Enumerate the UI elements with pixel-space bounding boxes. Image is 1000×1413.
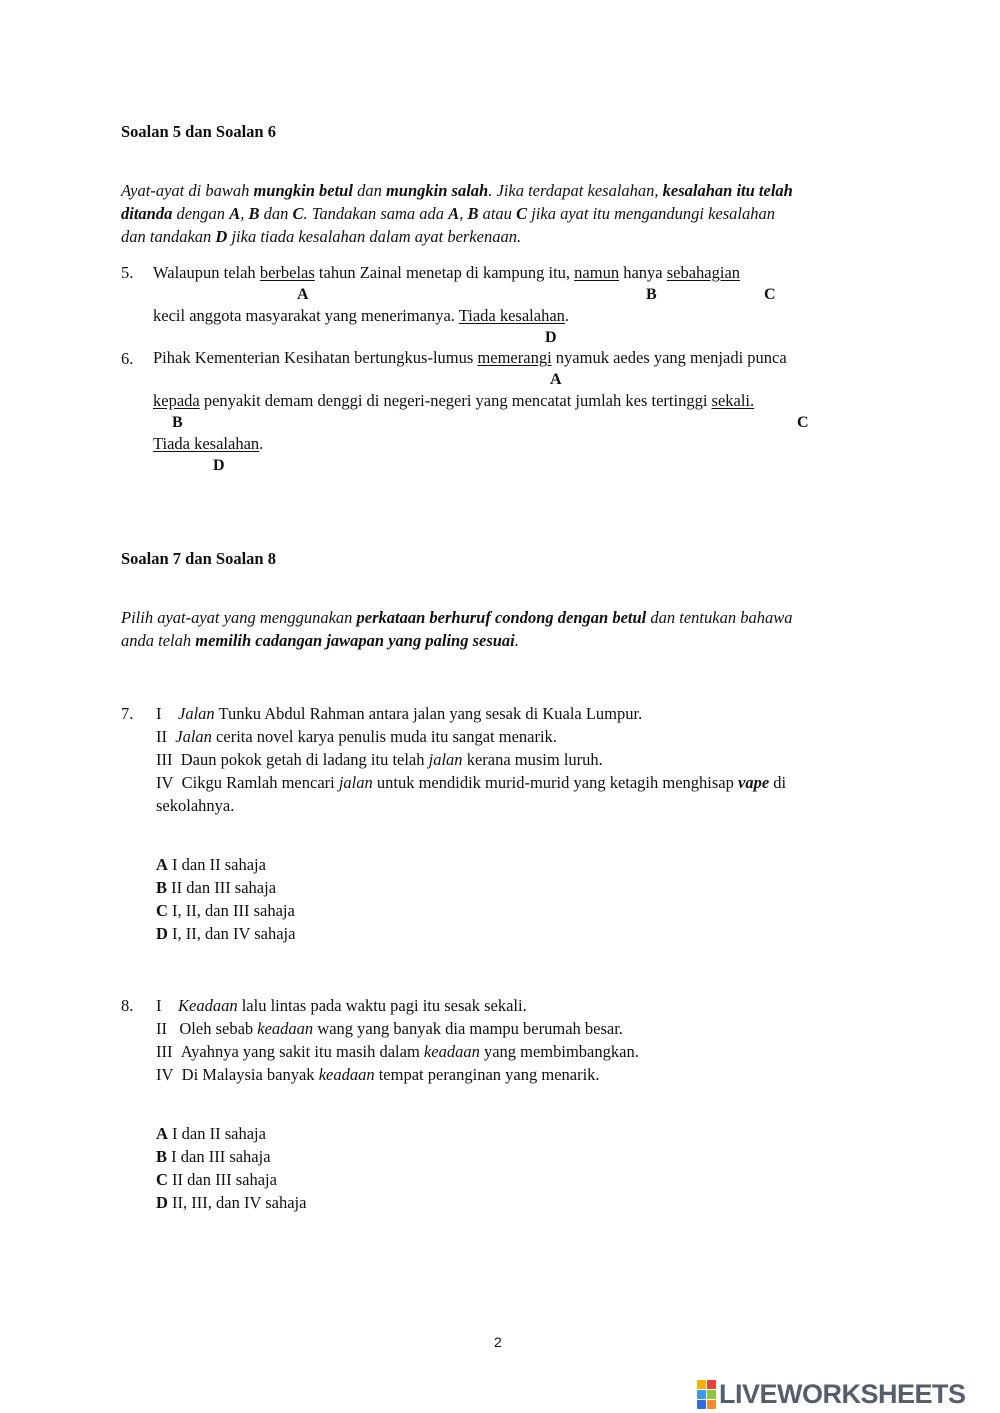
instruction2-line-2: anda telah memilih cadangan jawapan yang paling sesuai. xyxy=(121,631,519,650)
liveworksheets-logo-text: LIVEWORKSHEETS xyxy=(719,1378,966,1409)
q8-number: 8. xyxy=(121,996,134,1015)
q7-option-a[interactable]: A I dan II sahaja xyxy=(156,855,266,874)
q8-item-iii: III Ayahnya yang sakit itu masih dalam keadaan yang membimbangkan. xyxy=(156,1042,639,1061)
q5-label-b: B xyxy=(646,286,657,303)
q8-item-iv: IV Di Malaysia banyak keadaan tempat peranginan yang menarik. xyxy=(156,1065,600,1084)
q5-line-1: Walaupun telah berbelas tahun Zainal menetap di kampung itu, namun hanya sebahagian xyxy=(153,263,741,282)
q5-option-b-text: namun xyxy=(574,263,620,282)
q6-label-d: D xyxy=(213,457,225,474)
q8-option-a[interactable]: A I dan II sahaja xyxy=(156,1124,266,1143)
q8-item-ii: II Oleh sebab keadaan wang yang banyak dia mampu berumah besar. xyxy=(156,1019,623,1038)
q5-option-d-text: Tiada kesalahan xyxy=(458,306,565,325)
q7-number: 7. xyxy=(121,704,134,723)
section-title-5-6: Soalan 5 dan Soalan 6 xyxy=(121,122,276,141)
q6-label-c: C xyxy=(797,414,809,431)
q5-line-2: kecil anggota masyarakat yang menerimanya. Tiada kesalahan. xyxy=(153,306,570,325)
q8-item-i: I Keadaan lalu lintas pada waktu pagi itu sesak sekali. xyxy=(156,996,527,1015)
q6-option-b-text: kepada xyxy=(153,391,200,410)
q7-item-iv-cont: sekolahnya. xyxy=(156,796,235,815)
q7-option-c[interactable]: C I, II, dan III sahaja xyxy=(156,901,295,920)
q6-line-1: Pihak Kementerian Kesihatan bertungkus-lumus memerangi nyamuk aedes yang menjadi punca xyxy=(153,348,787,367)
section-title-7-8: Soalan 7 dan Soalan 8 xyxy=(121,549,276,568)
q7-item-ii: II Jalan cerita novel karya penulis muda itu sangat menarik. xyxy=(156,727,557,746)
q8-option-b[interactable]: B I dan III sahaja xyxy=(156,1147,271,1166)
q5-number: 5. xyxy=(121,263,134,282)
q5-option-a-text: berbelas xyxy=(259,263,315,282)
instruction-line-2: ditanda dengan A, B dan C. Tandakan sama ada A, B atau C jika ayat itu mengandungi kesalahan xyxy=(121,204,775,223)
q6-option-a-text: memerangi xyxy=(477,348,552,367)
instruction2-line-1: Pilih ayat-ayat yang menggunakan perkataan berhuruf condong dengan betul dan tentukan bahawa xyxy=(121,608,793,627)
q5-label-c: C xyxy=(764,286,776,303)
instruction-line-3: dan tandakan D jika tiada kesalahan dalam ayat berkenaan. xyxy=(121,227,522,246)
q8-option-c[interactable]: C II dan III sahaja xyxy=(156,1170,277,1189)
q6-option-c-text: sekali. xyxy=(711,391,755,410)
q7-option-d[interactable]: D I, II, dan IV sahaja xyxy=(156,924,296,943)
q7-item-iii: III Daun pokok getah di ladang itu telah jalan kerana musim luruh. xyxy=(156,750,603,769)
q6-line-3: Tiada kesalahan. xyxy=(153,434,264,453)
q5-label-d: D xyxy=(545,329,557,346)
q7-item-i: I Jalan Tunku Abdul Rahman antara jalan yang sesak di Kuala Lumpur. xyxy=(156,704,643,723)
liveworksheets-logo[interactable] xyxy=(697,1378,966,1410)
q7-option-b[interactable]: B II dan III sahaja xyxy=(156,878,277,897)
q6-label-b: B xyxy=(172,414,183,431)
page-number: 2 xyxy=(494,1334,502,1350)
q5-label-a: A xyxy=(297,286,309,303)
q8-option-d[interactable]: D II, III, dan IV sahaja xyxy=(156,1193,307,1212)
q6-number: 6. xyxy=(121,349,134,368)
q7-item-iv: IV Cikgu Ramlah mencari jalan untuk mendidik murid-murid yang ketagih menghisap vape di xyxy=(156,773,787,792)
q5-option-c-text: sebahagian xyxy=(666,263,741,282)
q6-label-a: A xyxy=(550,371,562,388)
liveworksheets-logo-icon xyxy=(697,1380,716,1409)
q6-option-d-text: Tiada kesalahan xyxy=(153,434,260,453)
q6-line-2: kepada penyakit demam denggi di negeri-negeri yang mencatat jumlah kes tertinggi sekali. xyxy=(153,391,755,410)
instruction-line-1: Ayat-ayat di bawah mungkin betul dan mungkin salah. Jika terdapat kesalahan, kesalahan itu telah xyxy=(121,181,793,200)
